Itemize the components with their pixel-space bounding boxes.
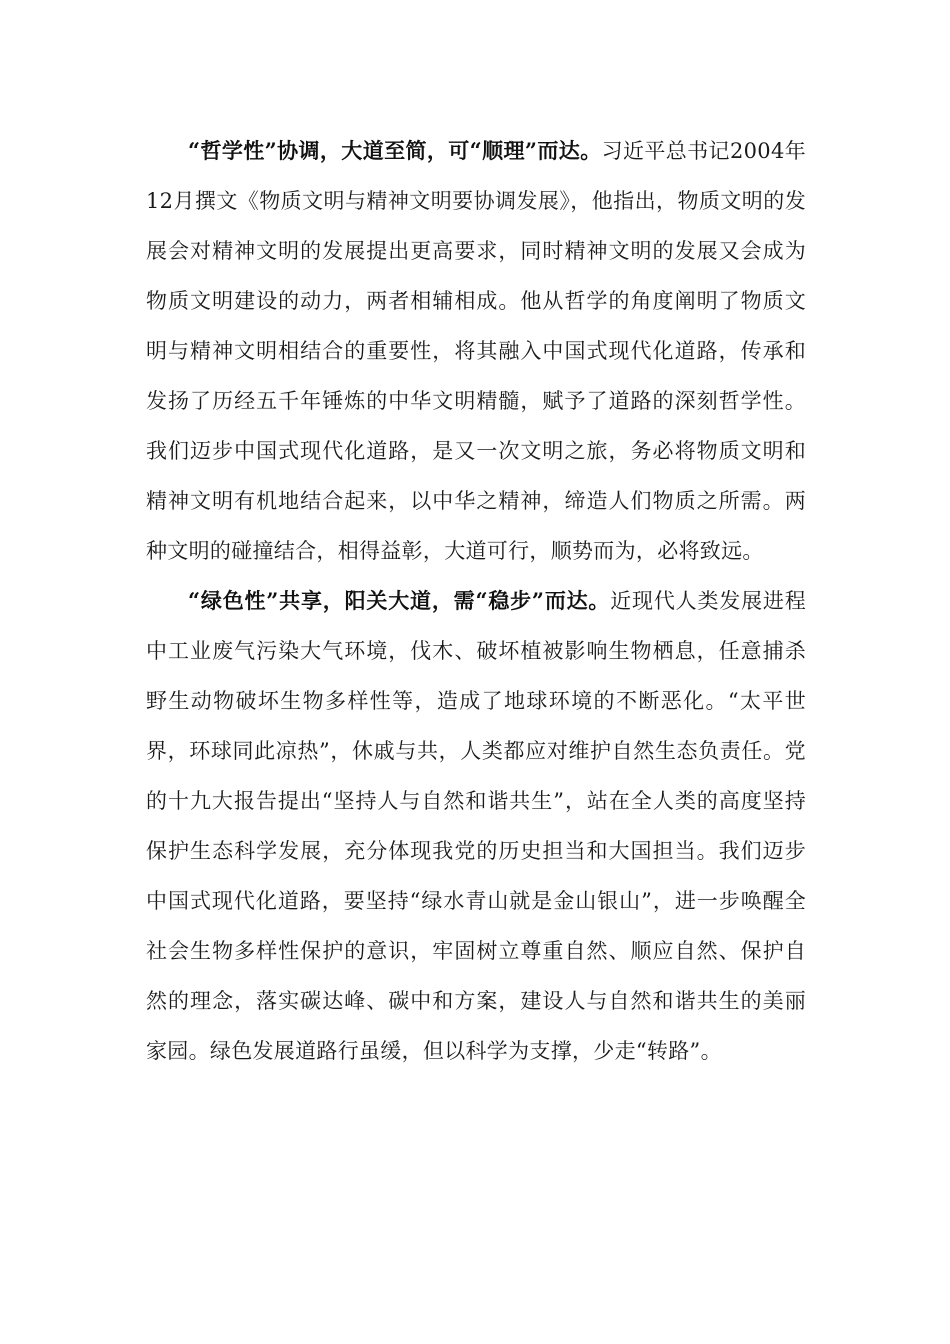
paragraph-body-text: 近现代人类发展进程中工业废气污染大气环境，伐木、破坏植被影响生物栖息，任意捕杀野生动物破坏生物多样性等，造成了地球环境的不断恶化。“太平世界，环球同此凉热”，休戚与共，人类都应对维护自然生态负责任。党的十九大报告提出“坚持人与自然和谐共生”，站在全人类的高度坚持保护生态科学发展，充分体现我党的历史担当和大国担当。我们迈步中国式现代化道路，要坚持“绿水青山就是金山银山”，进一步唤醒全社会生物多样性保护的意识，牢固树立尊重自然、顺应自然、保护自然的理念，落实碳达峰、碳中和方案，建设人与自然和谐共生的美丽家园。绿色发展道路行虽缓，但以科学为支撑，少走“转路”。 (146, 589, 806, 1063)
paragraph-green (146, 576, 806, 1076)
paragraph-body-text: 习近平总书记2004年12月撰文《物质文明与精神文明要协调发展》，他指出，物质文明的发展会对精神文明的发展提出更高要求，同时精神文明的发展又会成为物质文明建设的动力，两者相辅相成。他从哲学的角度阐明了物质文明与精神文明相结合的重要性，将其融入中国式现代化道路，传承和发扬了历经五千年锤炼的中华文明精髓，赋予了道路的深刻哲学性。我们迈步中国式现代化道路，是又一次文明之旅，务必将物质文明和精神文明有机地结合起来，以中华之精神，缔造人们物质之所需。两种文明的碰撞结合，相得益彰，大道可行，顺势而为，必将致远。 (146, 139, 806, 563)
paragraph-lead-heading: “哲学性”协调，大道至简，可“顺理”而达。 (188, 138, 602, 163)
document-page (146, 126, 806, 1076)
paragraph-philosophy (146, 126, 806, 576)
paragraph-lead-heading: “绿色性”共享，阳关大道，需“稳步”而达。 (188, 588, 611, 613)
